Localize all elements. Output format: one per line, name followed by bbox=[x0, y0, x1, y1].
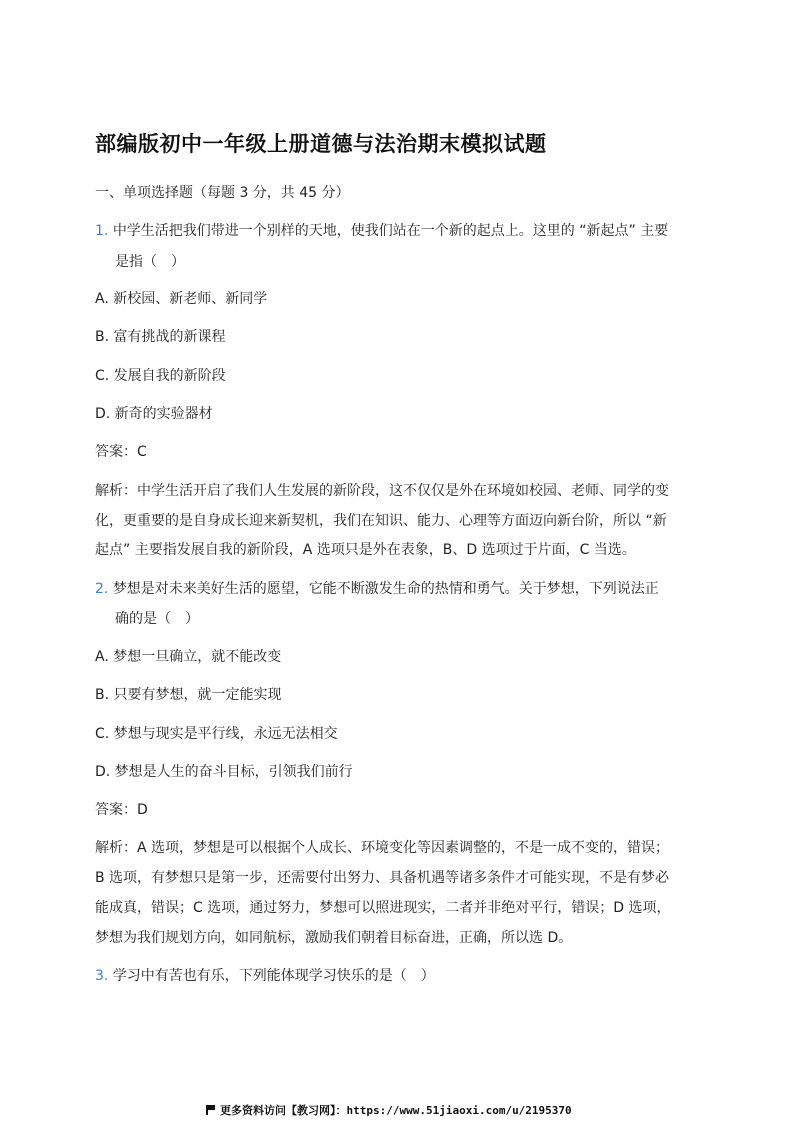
question-1-analysis-line: 解析：中学生活开启了我们人生发展的新阶段，这不仅仅是外在环境如校园、老师、同学的变 bbox=[95, 483, 669, 499]
question-3-stem bbox=[95, 966, 435, 986]
question-2-stem bbox=[95, 579, 659, 599]
question-1-text: 中学生活把我们带进一个别样的天地，使我们站在一个新的起点上。这里的 “新起点” 主要 bbox=[112, 223, 669, 239]
question-1-analysis-line: 起点” 主要指发展自我的新阶段，A 选项只是外在表象，B、D 选项过于片面，C 当选。 bbox=[95, 542, 636, 558]
question-2-text: 梦想是对未来美好生活的愿望，它能不断激发生命的热情和勇气。关于梦想，下列说法正 bbox=[112, 581, 659, 597]
question-2-number: 2. bbox=[95, 581, 109, 597]
question-1-number: 1. bbox=[95, 223, 109, 239]
question-1-option-b: B. 富有挑战的新课程 bbox=[95, 329, 226, 345]
question-1-stem-cont: 是指（ ） bbox=[115, 254, 185, 270]
question-2-analysis-line: 能成真，错误；C 选项，通过努力，梦想可以照进现实，二者并非绝对平行，错误；D 选项， bbox=[95, 900, 671, 916]
question-2-answer: 答案：D bbox=[95, 802, 148, 818]
footer-link[interactable] bbox=[206, 1102, 572, 1118]
flag-icon bbox=[206, 1105, 215, 1115]
question-1-stem bbox=[95, 221, 668, 241]
question-2-analysis-line: B 选项，有梦想只是第一步，还需要付出努力、具备机遇等诸多条件才可能实现，不是有梦必 bbox=[95, 870, 670, 886]
section-heading: 一、单项选择题（每题 3 分，共 45 分） bbox=[95, 185, 350, 201]
question-2-analysis-line: 梦想为我们规划方向，如同航标，激励我们朝着目标奋进，正确，所以选 D。 bbox=[95, 930, 573, 946]
question-3-number: 3. bbox=[95, 968, 109, 984]
question-1-option-c: C. 发展自我的新阶段 bbox=[95, 368, 226, 384]
question-1-option-d: D. 新奇的实验器材 bbox=[95, 406, 213, 422]
question-1-analysis-line: 化，更重要的是自身成长迎来新契机，我们在知识、能力、心理等方面迈向新台阶，所以 “新 bbox=[95, 513, 667, 529]
question-2-analysis-line: 解析：A 选项，梦想是可以根据个人成长、环境变化等因素调整的，不是一成不变的，错误； bbox=[95, 840, 670, 856]
question-2-stem-cont: 确的是（ ） bbox=[115, 611, 199, 627]
question-1-answer: 答案：C bbox=[95, 444, 147, 460]
page-title: 部编版初中一年级上册道德与法治期末模拟试题 bbox=[95, 132, 547, 156]
question-3-text: 学习中有苦也有乐，下列能体现学习快乐的是（ ） bbox=[112, 968, 435, 984]
footer-text[interactable]: 更多资料访问【教习网】：https://www.51jiaoxi.com/u/2195370 bbox=[220, 1104, 572, 1117]
question-2-option-b: B. 只要有梦想，就一定能实现 bbox=[95, 687, 282, 703]
question-2-option-a: A. 梦想一旦确立，就不能改变 bbox=[95, 649, 282, 665]
question-2-option-d: D. 梦想是人生的奋斗目标，引领我们前行 bbox=[95, 764, 353, 780]
question-2-option-c: C. 梦想与现实是平行线，永远无法相交 bbox=[95, 726, 338, 742]
question-1-option-a: A. 新校园、新老师、新同学 bbox=[95, 291, 268, 307]
